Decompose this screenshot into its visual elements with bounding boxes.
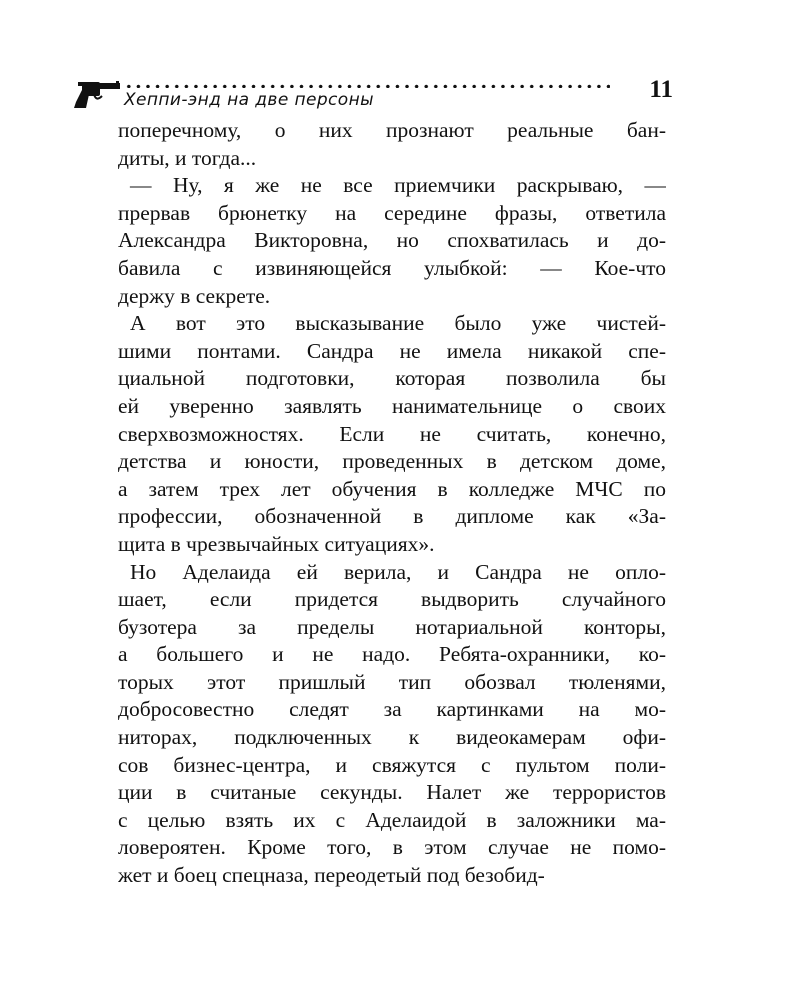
text-line: бузотера за пределы нотариальной конторы, (118, 614, 666, 639)
text-line: бавила с извиняющейся улыбкой: — Кое-что (118, 255, 666, 280)
text-line: щита в чрезвычайных ситуациях». (118, 531, 435, 556)
text-line: прервав брюнетку на середине фразы, ответила (118, 200, 666, 225)
text-line: ниторах, подключенных к видеокамерам офи- (118, 725, 666, 750)
text-line: а большего и не надо. Ребята-охранники, ко- (118, 642, 666, 667)
text-line: Но Аделаида ей верила, и Сандра не опло- (130, 559, 666, 584)
paragraph (118, 117, 666, 172)
text-line: циальной подготовки, которая позволила бы (118, 366, 666, 391)
running-header (72, 74, 672, 114)
text-line: детства и юности, проведенных в детском доме, (118, 449, 666, 474)
text-line: держу в секрете. (118, 283, 271, 308)
text-line: торых этот пришлый тип обозвал тюленями, (118, 669, 666, 694)
text-line: Александра Викторовна, но спохватилась и до- (118, 228, 666, 253)
running-title: Хеппи-энд на две персоны (124, 90, 374, 110)
text-line: с целью взять их с Аделаидой в заложники ма- (118, 807, 666, 832)
text-line: сов бизнес-центра, и свяжутся с пультом поли- (118, 752, 666, 777)
text-line: поперечному, о них прознают реальные бан- (118, 118, 666, 142)
text-line: ции в считаные секунды. Налет же террористов (118, 780, 666, 805)
text-line: ловероятен. Кроме того, в этом случае не помо- (118, 835, 666, 860)
text-line: диты, и тогда... (118, 145, 257, 170)
text-line: а затем трех лет обучения в колледже МЧС по (118, 476, 666, 501)
text-line: жет и боец спецназа, переодетый под безобид- (118, 863, 545, 888)
paragraph (118, 559, 666, 890)
body-text (118, 117, 666, 890)
dotted-rule (124, 84, 610, 88)
text-line: шими понтами. Сандра не имела никакой спе- (118, 338, 666, 363)
text-line: профессии, обозначенной в дипломе как «За- (118, 504, 666, 529)
text-line: шает, если придется выдворить случайного (118, 587, 666, 612)
page-number: 11 (649, 76, 673, 103)
text-line: А вот это высказывание было уже чистей- (130, 311, 666, 336)
text-line: добросовестно следят за картинками на мо- (118, 697, 666, 722)
paragraph (118, 310, 666, 558)
paragraph (118, 172, 666, 310)
text-line: — Ну, я же не все приемчики раскрываю, — (130, 173, 666, 198)
text-line: сверхвозможностях. Если не считать, конечно, (118, 421, 666, 446)
revolver-icon (72, 80, 122, 110)
text-line: ей уверенно заявлять нанимательнице о своих (118, 393, 666, 418)
